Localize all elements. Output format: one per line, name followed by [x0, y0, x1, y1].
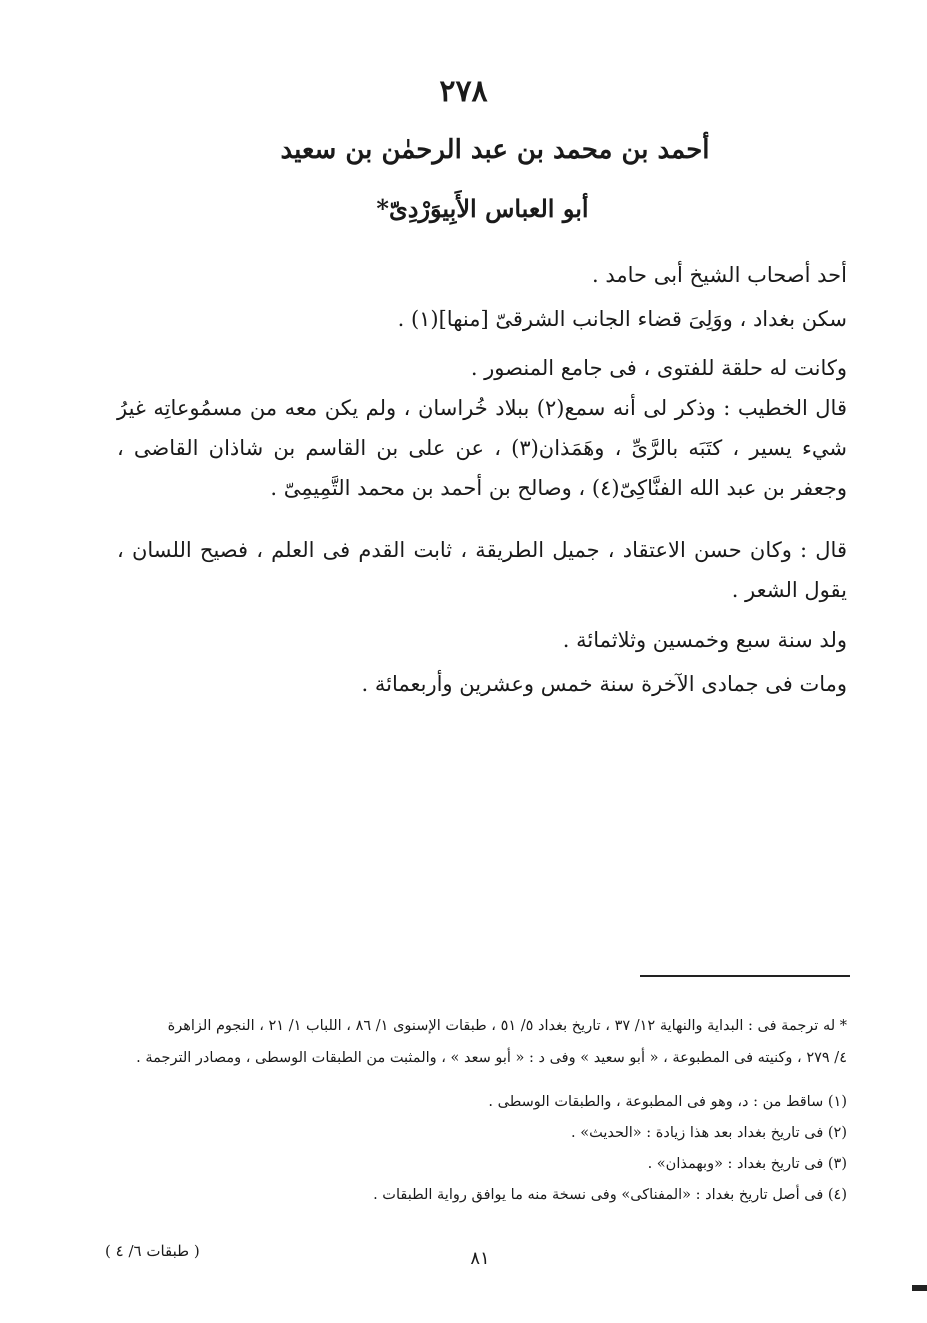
body-paragraph-2: سكن بغداد ، ووَلِىَ قضاء الجانب الشرقىّ [منها](١) .: [397, 307, 847, 331]
body-paragraph-6: ولد سنة سبع وخمسين وثلاثمائة .: [562, 628, 847, 652]
body-paragraph-4: قال الخطيب : وذكر لى أنه سمع(٢) ببلاد خُراسان ، ولم يكن معه من مسمُوعاتِه غيرُ شيء يسير ، كتَبَه بالرَّىِّ ، وهَمَذان(٣) ، عن على بن القاسم بن شاذان القاضى ، وجعفر بن عبد الله الفنَّاكِىّ(٤) ، وصالح بن أحمد بن محمد التَّمِيمِىّ .: [117, 396, 847, 500]
kunya-heading: أبو العباس الأَبِيوَرْدِىّ*: [376, 194, 589, 223]
footnote-3: (٣) فى تاريخ بغداد : «وبهمذان» .: [647, 1156, 847, 1172]
body-paragraph-3: وكانت له حلقة للفتوى ، فى جامع المنصور .: [470, 356, 847, 380]
page-number: ٨١: [470, 1248, 490, 1269]
footnote-2: (٢) فى تاريخ بغداد بعد هذا زيادة : «الحديث» .: [571, 1125, 847, 1141]
edge-mark: [912, 1285, 927, 1291]
signature-mark: ( طبقات ٦/ ٤ ): [105, 1242, 200, 1260]
footnote-1: (١) ساقط من : د، وهو فى المطبوعة ، والطبقات الوسطى .: [488, 1094, 847, 1110]
entry-number: ٢٧٨: [439, 74, 488, 109]
footnote-sources-line-2: ٤/ ٢٧٩ ، وكنيته فى المطبوعة ، « أبو سعيد » وفى د : « أبو سعد » ، والمثبت من الطبقات الوسطى ، ومصادر الترجمة .: [136, 1050, 847, 1066]
person-name-heading: أحمد بن محمد بن عبد الرحمٰن بن سعيد: [280, 135, 710, 165]
body-paragraph-1: أحد أصحاب الشيخ أبى حامد .: [592, 263, 847, 287]
footnote-sources-line-1: * له ترجمة فى : البداية والنهاية ١٢/ ٣٧ ، تاريخ بغداد ٥/ ٥١ ، طبقات الإسنوى ١/ ٨٦ ، اللباب ١/ ٢١ ، النجوم الزاهرة: [167, 1018, 847, 1034]
body-paragraph-7: ومات فى جمادى الآخرة سنة خمس وعشرين وأربعمائة .: [361, 672, 847, 696]
footnote-4: (٤) فى أصل تاريخ بغداد : «المفناكى» وفى نسخة منه ما يوافق رواية الطبقات .: [373, 1187, 847, 1203]
footnote-divider: [640, 975, 850, 977]
body-paragraph-5: قال : وكان حسن الاعتقاد ، جميل الطريقة ، ثابت القدم فى العلم ، فصيح اللسان ، يقول الشعر .: [117, 538, 847, 602]
